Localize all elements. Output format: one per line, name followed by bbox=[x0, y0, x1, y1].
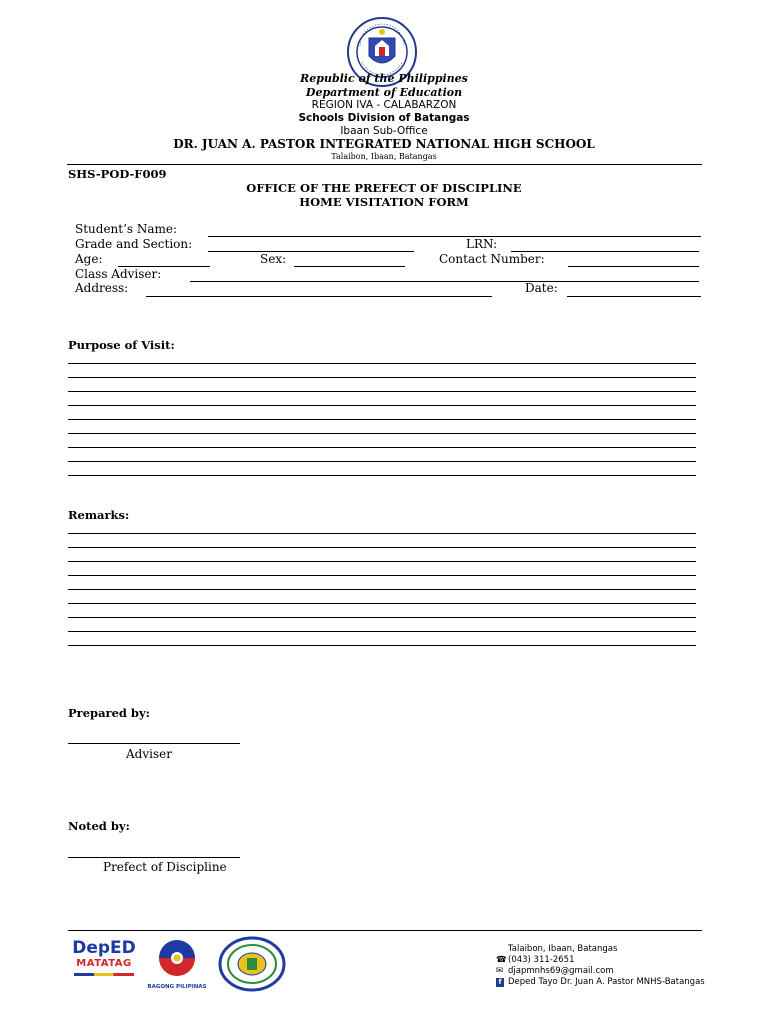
remarks-line[interactable] bbox=[68, 617, 696, 618]
grade-section-label: Grade and Section: bbox=[75, 237, 193, 251]
footer-address: Talaibon, Ibaan, Batangas bbox=[508, 944, 618, 954]
purpose-line[interactable] bbox=[68, 363, 696, 364]
class-adviser-label: Class Adviser: bbox=[75, 267, 162, 281]
form-title-office: OFFICE OF THE PREFECT OF DISCIPLINE bbox=[246, 181, 522, 195]
school-location: Talaibon, Ibaan, Batangas bbox=[331, 152, 437, 161]
matatag-logo-text: MATATAG bbox=[76, 958, 132, 969]
footer-email[interactable]: djapmnhs69@gmail.com bbox=[508, 966, 614, 976]
school-seal-logo bbox=[218, 936, 286, 992]
purpose-line[interactable] bbox=[68, 433, 696, 434]
school-name: DR. JUAN A. PASTOR INTEGRATED NATIONAL HIGH SCHOOL bbox=[173, 137, 595, 151]
purpose-line[interactable] bbox=[68, 447, 696, 448]
lrn-label: LRN: bbox=[466, 237, 498, 251]
class-adviser-field[interactable] bbox=[190, 281, 699, 282]
form-title: HOME VISITATION FORM bbox=[299, 195, 469, 209]
bagong-pilipinas-text: BAGONG PILIPINAS bbox=[147, 984, 207, 990]
deped-logo-text: DepED bbox=[72, 938, 136, 958]
deped-matatag-logo bbox=[68, 938, 140, 988]
remarks-line[interactable] bbox=[68, 547, 696, 548]
remarks-line[interactable] bbox=[68, 589, 696, 590]
form-code: SHS-POD-F009 bbox=[68, 167, 167, 181]
matatag-stripe bbox=[74, 973, 134, 976]
footer-facebook[interactable]: Deped Tayo Dr. Juan A. Pastor MNHS-Batangas bbox=[508, 977, 705, 987]
address-label: Address: bbox=[75, 281, 129, 295]
department-heading: Department of Education bbox=[305, 86, 463, 99]
region-heading: REGION IVA - CALABARZON bbox=[311, 99, 457, 111]
remarks-line[interactable] bbox=[68, 631, 696, 632]
purpose-label: Purpose of Visit: bbox=[68, 338, 175, 352]
age-label: Age: bbox=[75, 252, 103, 266]
adviser-signature-line[interactable] bbox=[68, 743, 240, 744]
sex-label: Sex: bbox=[260, 252, 287, 266]
adviser-label: Adviser bbox=[126, 747, 172, 761]
purpose-line[interactable] bbox=[68, 391, 696, 392]
remarks-line[interactable] bbox=[68, 645, 696, 646]
bagong-pilipinas-logo bbox=[146, 934, 208, 990]
purpose-line[interactable] bbox=[68, 377, 696, 378]
phone-icon: ☎ bbox=[496, 955, 507, 965]
sub-office-heading: Ibaan Sub-Office bbox=[340, 125, 428, 137]
sex-field[interactable] bbox=[294, 266, 405, 267]
date-label: Date: bbox=[525, 281, 558, 295]
purpose-line[interactable] bbox=[68, 461, 696, 462]
footer-divider bbox=[68, 930, 702, 931]
address-field[interactable] bbox=[146, 296, 492, 297]
footer-phone: (043) 311-2651 bbox=[508, 955, 575, 965]
grade-section-field[interactable] bbox=[208, 251, 414, 252]
prepared-by-label: Prepared by: bbox=[68, 706, 150, 720]
purpose-line[interactable] bbox=[68, 405, 696, 406]
prefect-signature-line[interactable] bbox=[68, 857, 240, 858]
purpose-line[interactable] bbox=[68, 419, 696, 420]
footer-phone-row bbox=[496, 955, 574, 965]
remarks-label: Remarks: bbox=[68, 508, 130, 522]
student-name-field[interactable] bbox=[208, 236, 701, 237]
remarks-line[interactable] bbox=[68, 533, 696, 534]
purpose-line[interactable] bbox=[68, 475, 696, 476]
contact-label: Contact Number: bbox=[439, 252, 545, 266]
facebook-icon: f bbox=[496, 977, 508, 987]
footer-email-row bbox=[496, 966, 614, 976]
remarks-line[interactable] bbox=[68, 603, 696, 604]
header-divider bbox=[67, 164, 702, 165]
contact-field[interactable] bbox=[568, 266, 699, 267]
noted-by-label: Noted by: bbox=[68, 819, 130, 833]
remarks-line[interactable] bbox=[68, 575, 696, 576]
footer-facebook-row bbox=[496, 977, 705, 987]
republic-heading: Republic of the Philippines bbox=[300, 72, 468, 85]
date-field[interactable] bbox=[567, 296, 701, 297]
division-heading: Schools Division of Batangas bbox=[298, 112, 470, 124]
remarks-line[interactable] bbox=[68, 561, 696, 562]
prefect-label: Prefect of Discipline bbox=[103, 860, 227, 874]
mail-icon: ✉ bbox=[496, 966, 504, 976]
bagong-pilipinas-emblem bbox=[146, 934, 208, 980]
student-name-label: Student’s Name: bbox=[75, 222, 178, 236]
